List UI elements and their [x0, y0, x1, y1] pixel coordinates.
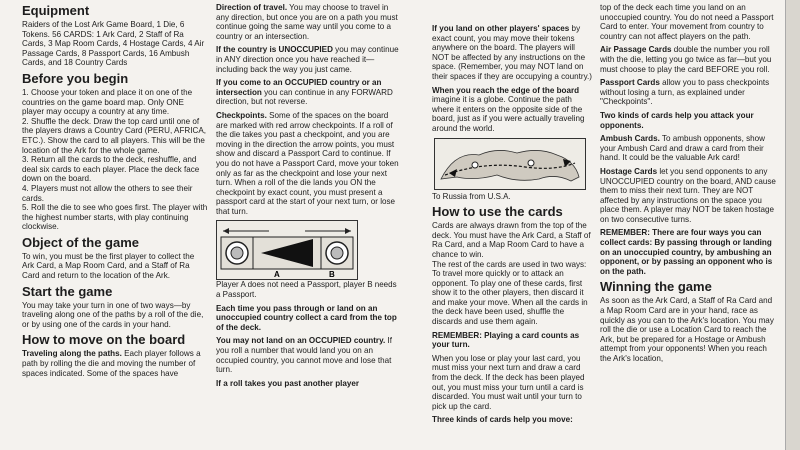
move-heading: How to move on the board [22, 332, 186, 348]
map-caption: To Russia from U.S.A. [432, 191, 511, 201]
other-players-paragraph [432, 24, 592, 82]
checkpoint-paragraph [216, 111, 402, 217]
ambush-text: To ambush opponents, show your Ambush Card and draw a card from their hand. It could be the valuable Ark card! [600, 134, 765, 163]
move-text: Each player follows a path by rolling the die and moving the number of spaces indicated. Some of the spaces have [22, 349, 201, 378]
start-text: You may take your turn in one of two ways—by traveling along one of the paths by a roll of the die, or by using one of the cards in your hand. [22, 300, 204, 329]
edge-lead: When you reach the edge of the board [432, 85, 580, 95]
remember-four-ways: REMEMBER: There are four ways you can collect cards: By passing through or landing on an unoccupied country, by ambushing an opponent, or by passing an opponent who is on the path. [600, 228, 773, 276]
figure-label-b: B [329, 270, 335, 280]
winning-heading: Winning the game [600, 279, 712, 295]
direction-text: You may choose to travel in any direction, but once you are on a path you must continue going the same way until you come to a country or an intersection. [216, 3, 398, 41]
three-kinds-heading: Three kinds of cards help you move: [432, 415, 573, 425]
equipment-heading: Equipment [22, 3, 90, 18]
occupied-paragraph [216, 78, 402, 107]
each-turn-rule: Each time you pass through or land on an unoccupied country collect a card from the top of the deck. [216, 303, 397, 332]
column-4 [600, 3, 778, 368]
passport-text: allow you to pass checkpoints without losing a turn, as explained under "Checkpoints". [600, 78, 770, 107]
before-step-2: 2. Shuffle the deck. Draw the top card until one of the players draws a Country Card (PERU, AFRICA, ETC.). Show the card to all players. This will be the location of the Ark for the whole game. [22, 116, 206, 155]
checkpoint-text: Some of the spaces on the board are marked with red arrow checkpoints. If a roll of the die takes you past a checkpoint, and you are moving in the direction the arrow points, you must show and discard a Passport Card to continue. If you do not have a Passport Card, move your token only as far as the checkpoint and lose your next turn. When a roll of the die lands you ON the checkpoint by exact count, you must present a passport card at the start of your next turn, or lose that turn. [216, 110, 399, 216]
start-heading: Start the game [22, 283, 113, 299]
object-heading: Object of the game [22, 234, 140, 250]
edge-text: imagine it is a globe. Continue the path where it enters on the opposite side of the board, just as if you were actually traveling around the world. [432, 95, 585, 133]
top-of-deck-text: top of the deck each time you land on an unoccupied country. You do not need a Passport Card to enter. Your movement from country to country can not affect players on the path. [600, 3, 774, 41]
before-step-5: 5. Roll the die to see who goes first. The player with the highest number starts, with play continuing clockwise. [22, 203, 208, 232]
player-a-token [226, 242, 248, 264]
checkpoint-illustration [217, 221, 357, 279]
before-step-1: 1. Choose your token and place it on one of the countries on the game board map. Only ONE player may occupy a country at any time. [22, 87, 193, 117]
occupied-lead: If you come to an OCCUPIED country or an intersection [216, 78, 382, 97]
checkpoint-figure [216, 220, 358, 280]
equipment-text: Raiders of the Lost Ark Game Board, 1 Die, 6 Tokens. 56 CARDS: 1 Ark Card, 2 Staff of Ra Cards, 3 Map Room Cards, 4 Hostage Cards, 4 Air Passage Cards, 8 Passport Cards, 16 Ambush Cards, and 18 Country Cards [22, 20, 205, 68]
winning-text: As soon as the Ark Card, a Staff of Ra Card and a Map Room Card are in your hand, race as quickly as you can to the Ark's location. You may roll the die or use a Location Card to reach the Ark, but be prepared for a Hostage or Ambush attempt from your opponents! When you reach the Ark's location, [600, 296, 774, 363]
ambush-paragraph [600, 134, 778, 163]
two-kinds-heading: Two kinds of cards help you attack your opponents. [600, 110, 754, 130]
column-1 [22, 0, 208, 382]
passport-paragraph [600, 78, 778, 107]
column-2 [216, 3, 402, 392]
player-b-token [326, 242, 348, 264]
no-land-paragraph [216, 336, 402, 374]
unoccupied-paragraph [216, 45, 402, 74]
remember-turn: REMEMBER: Playing a card counts as your turn. [432, 330, 580, 350]
object-text: To win, you must be the first player to collect the Ark Card, a Map Room Card, and a Staff of Ra Card and return to the location of the Ark. [22, 251, 195, 281]
unoccupied-lead: If the country is UNOCCUPIED [216, 45, 333, 55]
checkpoint-lead: Checkpoints. [216, 110, 267, 120]
before-step-3: 3. Return all the cards to the deck, reshuffle, and deal six cards to each player. Place the deck face down on the board. [22, 155, 200, 184]
unoccupied-text: you may continue in ANY direction once you have reached it—including back the way you just came. [216, 45, 399, 74]
move-lead: Traveling along the paths. [22, 349, 122, 359]
ambush-lead: Ambush Cards. [600, 134, 660, 144]
air-passage-paragraph [600, 45, 778, 74]
hostage-lead: Hostage Cards [600, 166, 658, 176]
no-land-lead: You may not land on an OCCUPIED country. [216, 336, 386, 346]
hostage-paragraph [600, 167, 778, 225]
page-edge-strip [785, 0, 800, 450]
hostage-text: let you send opponents to any UNOCCUPIED country on the board, AND cause them to miss their next turn. They are NOT affected by any instructions on the space you place them. A player may NOT be taken hostage on two consecutive turns. [600, 166, 776, 224]
move-paragraph [22, 349, 208, 378]
checkpoint-caption: Player A does not need a Passport, player B needs a Passport. [216, 280, 397, 300]
before-step-4: 4. Players must not allow the others to see their cards. [22, 183, 193, 203]
world-map-illustration [435, 139, 585, 189]
air-passage-lead: Air Passage Cards [600, 45, 672, 55]
lose-card-text: When you lose or play your last card, you must miss your next turn and draw a card from the deck. If the deck has been played out, you must miss your turn until a card is discarded. You must wait until your turn to pick up the card. [432, 353, 585, 411]
edge-map-figure [434, 138, 586, 190]
no-land-text: If you roll a number that would land you on an occupied country, you cannot move and lose that turn. [216, 336, 392, 375]
direction-paragraph [216, 3, 402, 41]
past-player-lead: If a roll takes you past another player [216, 378, 360, 388]
occupied-text: you can continue in any FORWARD direction, but not reverse. [216, 87, 393, 107]
other-players-lead: If you land on other players' spaces [432, 24, 570, 33]
cards-text-1: Cards are always drawn from the top of the deck. You must have the Ark Card, a Staff of Ra Card, and a Map Room Card to have a chance to win. [432, 221, 591, 259]
before-heading: Before you begin [22, 70, 129, 86]
other-players-text: by exact count, you may move their tokens anywhere on the board. The players will NOT be affected by any instructions on the space. (Remember, you may NOT land on their spaces if they are occupying a country.) [432, 24, 593, 81]
passport-lead: Passport Cards [600, 78, 660, 88]
direction-lead: Direction of travel. [216, 3, 288, 12]
air-passage-text: double the number you roll with the die, letting you go twice as far—but you must choose to play the card BEFORE you roll. [600, 45, 772, 74]
cards-text-2: The rest of the cards are used in two ways: To travel more quickly or to attack an opponent. To play one of these cards, first show it to the other players, then discard it and make your move. When all the cards in the deck have been used, shuffle the discards and use them again. [432, 259, 588, 327]
figure-label-a: A [274, 270, 280, 280]
cards-heading: How to use the cards [432, 204, 563, 220]
edge-paragraph [432, 86, 592, 134]
column-3 [432, 24, 592, 429]
